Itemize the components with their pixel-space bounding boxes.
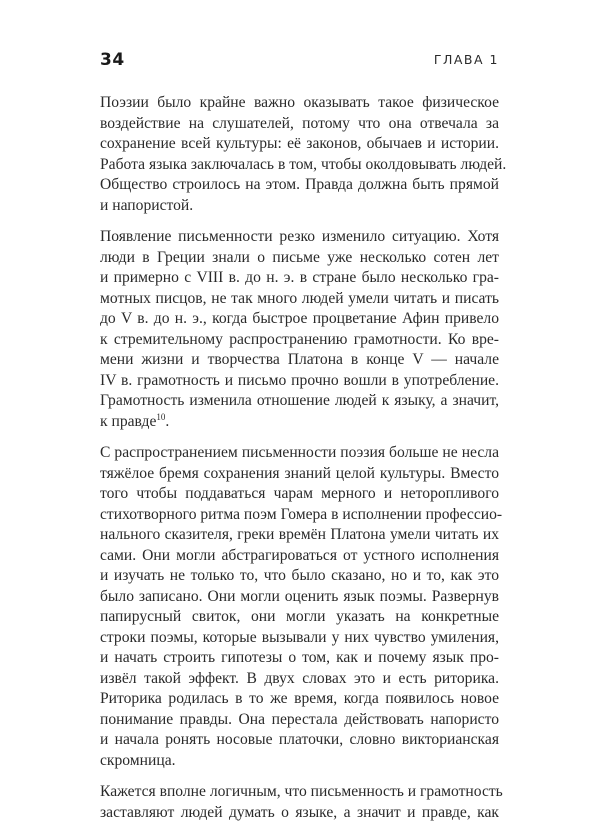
text-line: нального сказителя, греки времён Платона умели читать их [100, 526, 499, 543]
text-line: скромница. [100, 751, 176, 769]
page-header [100, 50, 499, 70]
text-line: стихотворного ритма поэм Гомера в исполнении профессио- [100, 505, 503, 523]
text-line: Грамотность изменила отношение людей к языку, а значит, [100, 392, 499, 409]
footnote-marker: 10 [156, 411, 166, 422]
text-line: понимание правды. Она перестала действовать напористо [100, 710, 499, 728]
text-line: и изучать не только то, что было сказано, но и то, как это [100, 567, 499, 584]
paragraph-2 [100, 227, 499, 432]
text-line: заставляют людей думать о языке, а значит и правде, как [100, 803, 499, 821]
text-line: тяжёлое бремя сохранения знаний целой культуры. Вместо [100, 464, 499, 482]
text-line: строки поэмы, которые вызывали у них чувство умиления, [100, 628, 499, 646]
text-line: того чтобы поддаваться чарам мерного и неторопливого [100, 485, 499, 502]
paragraph-1 [100, 93, 507, 216]
text-line: люди в Греции знали о письме уже несколько сотен лет [100, 248, 499, 266]
text-line: IV в. грамотность и письмо прочно вошли в употребление. [100, 371, 499, 389]
text-line: Риторика родилась в то же время, когда появилось новое [100, 690, 499, 707]
text-line: к стремительному распространению грамотности. Ко вре- [100, 330, 499, 348]
text-fragment: . [165, 412, 170, 430]
page-number: 34 [100, 50, 125, 70]
text-fragment: к правде [100, 412, 157, 430]
paragraph-4 [100, 782, 503, 823]
text-line: до V в. до н. э., когда быстрое процветание Афин привело [100, 310, 499, 327]
text-line: воздействие на слушателей, потому что она отвечала за [100, 114, 499, 132]
text-line: было записано. Они могли оценить язык поэмы. Развернув [100, 587, 499, 605]
text-line: сами. Они могли абстрагироваться от устного исполнения [100, 546, 499, 564]
text-line: мени жизни и творчества Платона в конце V — начале [100, 351, 499, 368]
text-line: папирусный свиток, они могли указать на конкретные [100, 608, 499, 625]
paragraph-3 [100, 443, 503, 771]
text-line: Работа языка заключалась в том, чтобы околдовывать людей. [100, 155, 507, 173]
text-line: С распространением письменности поэзия больше не несла [100, 444, 499, 461]
text-line: Появление письменности резко изменило ситуацию. Хотя [100, 228, 499, 245]
text-line: и примерно с VIII в. до н. э. в стране было несколько гра- [100, 269, 499, 286]
body-text [100, 93, 507, 834]
chapter-running-head: ГЛАВА 1 [433, 52, 499, 67]
text-line: мотных писцов, не так много людей умели читать и писать [100, 289, 499, 307]
text-line-with-footnote [100, 412, 499, 433]
text-line: сохранение всей культуры: её законов, обычаев и истории. [100, 135, 499, 152]
text-line: и напористой. [100, 196, 194, 214]
text-line: Кажется вполне логичным, что письменность и грамотность [100, 783, 503, 800]
text-line: и начала ронять носовые платочки, словно викторианская [100, 731, 499, 748]
text-line: извёл такой эффект. В двух словах это и есть риторика. [100, 669, 499, 687]
text-line: Поэзии было крайне важно оказывать такое физическое [100, 94, 499, 111]
text-line: и начать строить гипотезы о том, как и почему язык про- [100, 649, 499, 666]
text-line: Общество строилось на этом. Правда должна быть прямой [100, 176, 499, 193]
